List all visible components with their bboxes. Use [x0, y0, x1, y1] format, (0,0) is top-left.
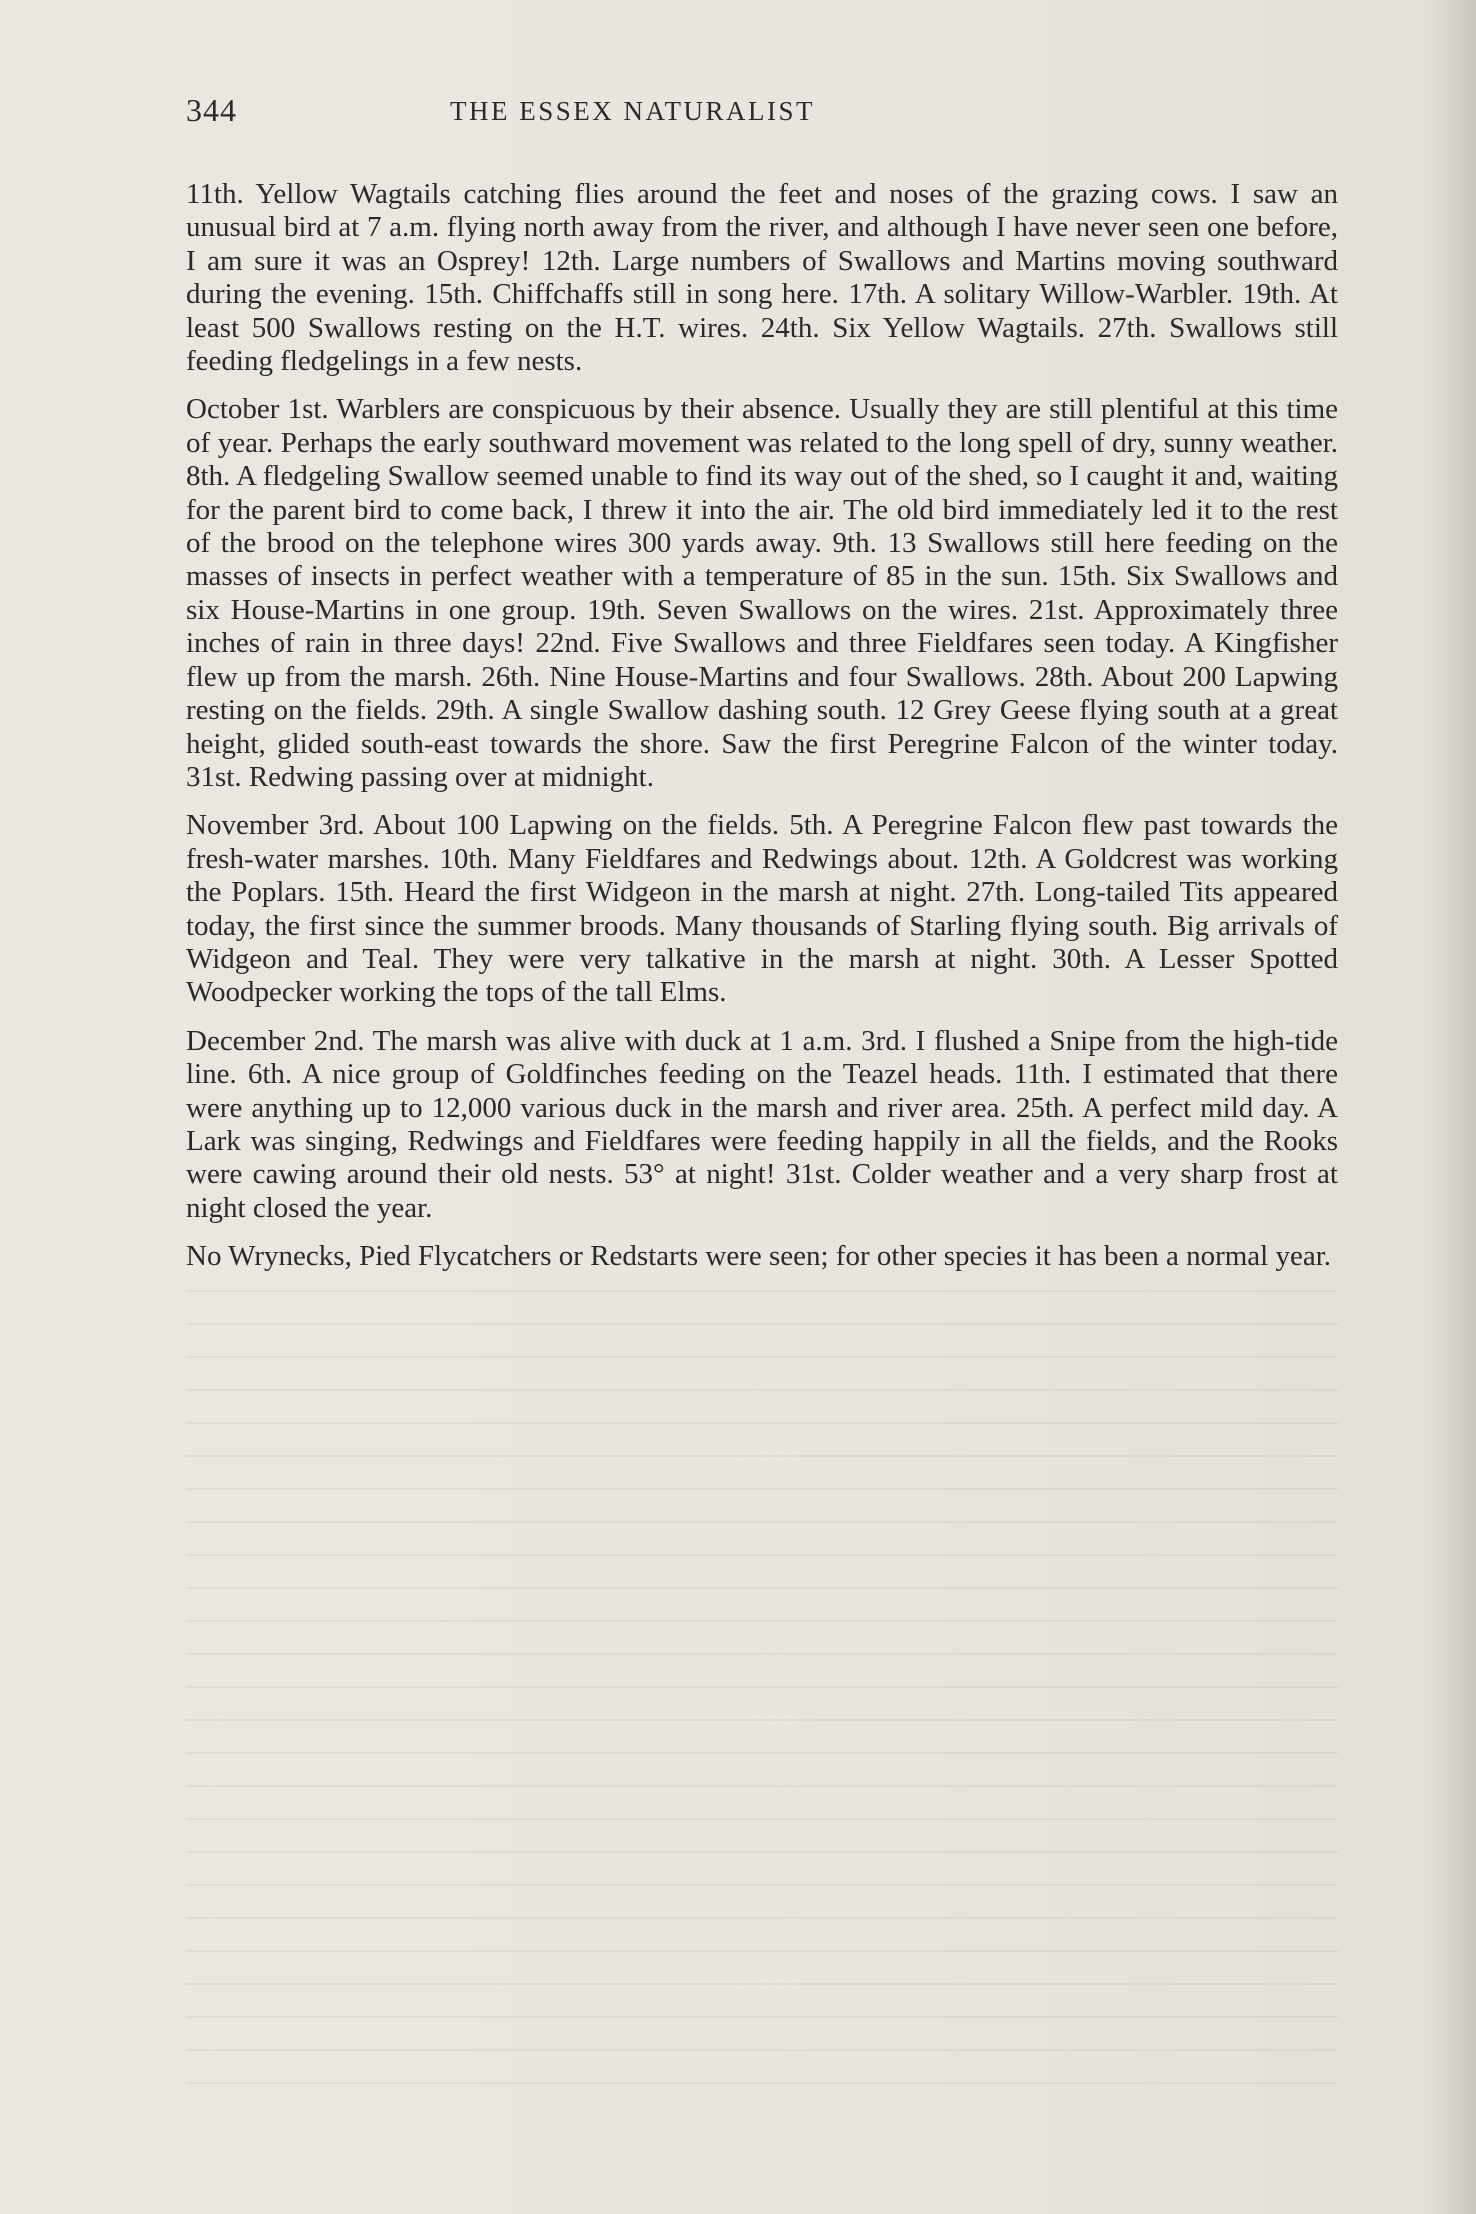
page-edge-shadow	[1436, 0, 1476, 2214]
bleed-through-text	[186, 1290, 1338, 2090]
page-header	[186, 92, 1336, 132]
paragraph-summary: No Wrynecks, Pied Flycatchers or Redstarts were seen; for other species it has been a normal year.	[186, 1240, 1332, 1273]
paragraph-november: November 3rd. About 100 Lapwing on the fields. 5th. A Peregrine Falcon flew past towards the fresh-water marshes. 10th. Many Fieldfares and Redwings about. 12th. A Goldcrest was working the Poplars. 15th. Heard the first Widgeon in the marsh at night. 27th. Long-tailed Tits appeared today, the first since the summer broods. Many thousands of Starling flying south. Big arrivals of Widgeon and Teal. They were very talkative in the marsh at night. 30th. A Lesser Spotted Woodpecker working the tops of the tall Elms.	[186, 809, 1338, 1009]
paragraph-december: December 2nd. The marsh was alive with duck at 1 a.m. 3rd. I flushed a Snipe from the high-tide line. 6th. A nice group of Goldfinches feeding on the Teazel heads. 11th. I estimated that there were anything up to 12,000 various duck in the marsh and river area. 25th. A perfect mild day. A Lark was singing, Redwings and Fieldfares were feeding happily in all the fields, and the Rooks were cawing around their old nests. 53° at night! 31st. Colder weather and a very sharp frost at night closed the year.	[186, 1024, 1338, 1224]
paragraph-september: 11th. Yellow Wagtails catching flies around the feet and noses of the grazing cows. I saw an unusual bird at 7 a.m. flying north away from the river, and although I have never seen one before, I am sure it was an Osprey! 12th. Large numbers of Swallows and Martins moving southward during the evening. 15th. Chiffchaffs still in song here. 17th. A solitary Willow-Warbler. 19th. At least 500 Swallows resting on the H.T. wires. 24th. Six Yellow Wagtails. 27th. Swallows still feeding fledgelings in a few nests.	[186, 178, 1338, 378]
page-number: 344	[186, 92, 237, 128]
paragraph-october: October 1st. Warblers are conspicuous by their absence. Usually they are still plentiful at this time of year. Perhaps the early southward movement was related to the long spell of dry, sunny weather. 8th. A fledgeling Swallow seemed unable to find its way out of the shed, so I caught it and, waiting for the parent bird to come back, I threw it into the air. The old bird immediately led it to the rest of the brood on the telephone wires 300 yards away. 9th. 13 Swallows still here feeding on the masses of insects in perfect weather with a temperature of 85 in the sun. 15th. Six Swallows and six House-Martins in one group. 19th. Seven Swallows on the wires. 21st. Approximately three inches of rain in three days! 22nd. Five Swallows and three Fieldfares seen today. A Kingfisher flew up from the marsh. 26th. Nine House-Martins and four Swallows. 28th. About 200 Lapwing resting on the fields. 29th. A single Swallow dashing south. 12 Grey Geese flying south at a great height, glided south-east towards the shore. Saw the first Peregrine Falcon of the winter today. 31st. Redwing passing over at midnight.	[186, 393, 1338, 793]
running-title: THE ESSEX NATURALIST	[450, 96, 815, 126]
body-text	[186, 178, 1338, 1289]
